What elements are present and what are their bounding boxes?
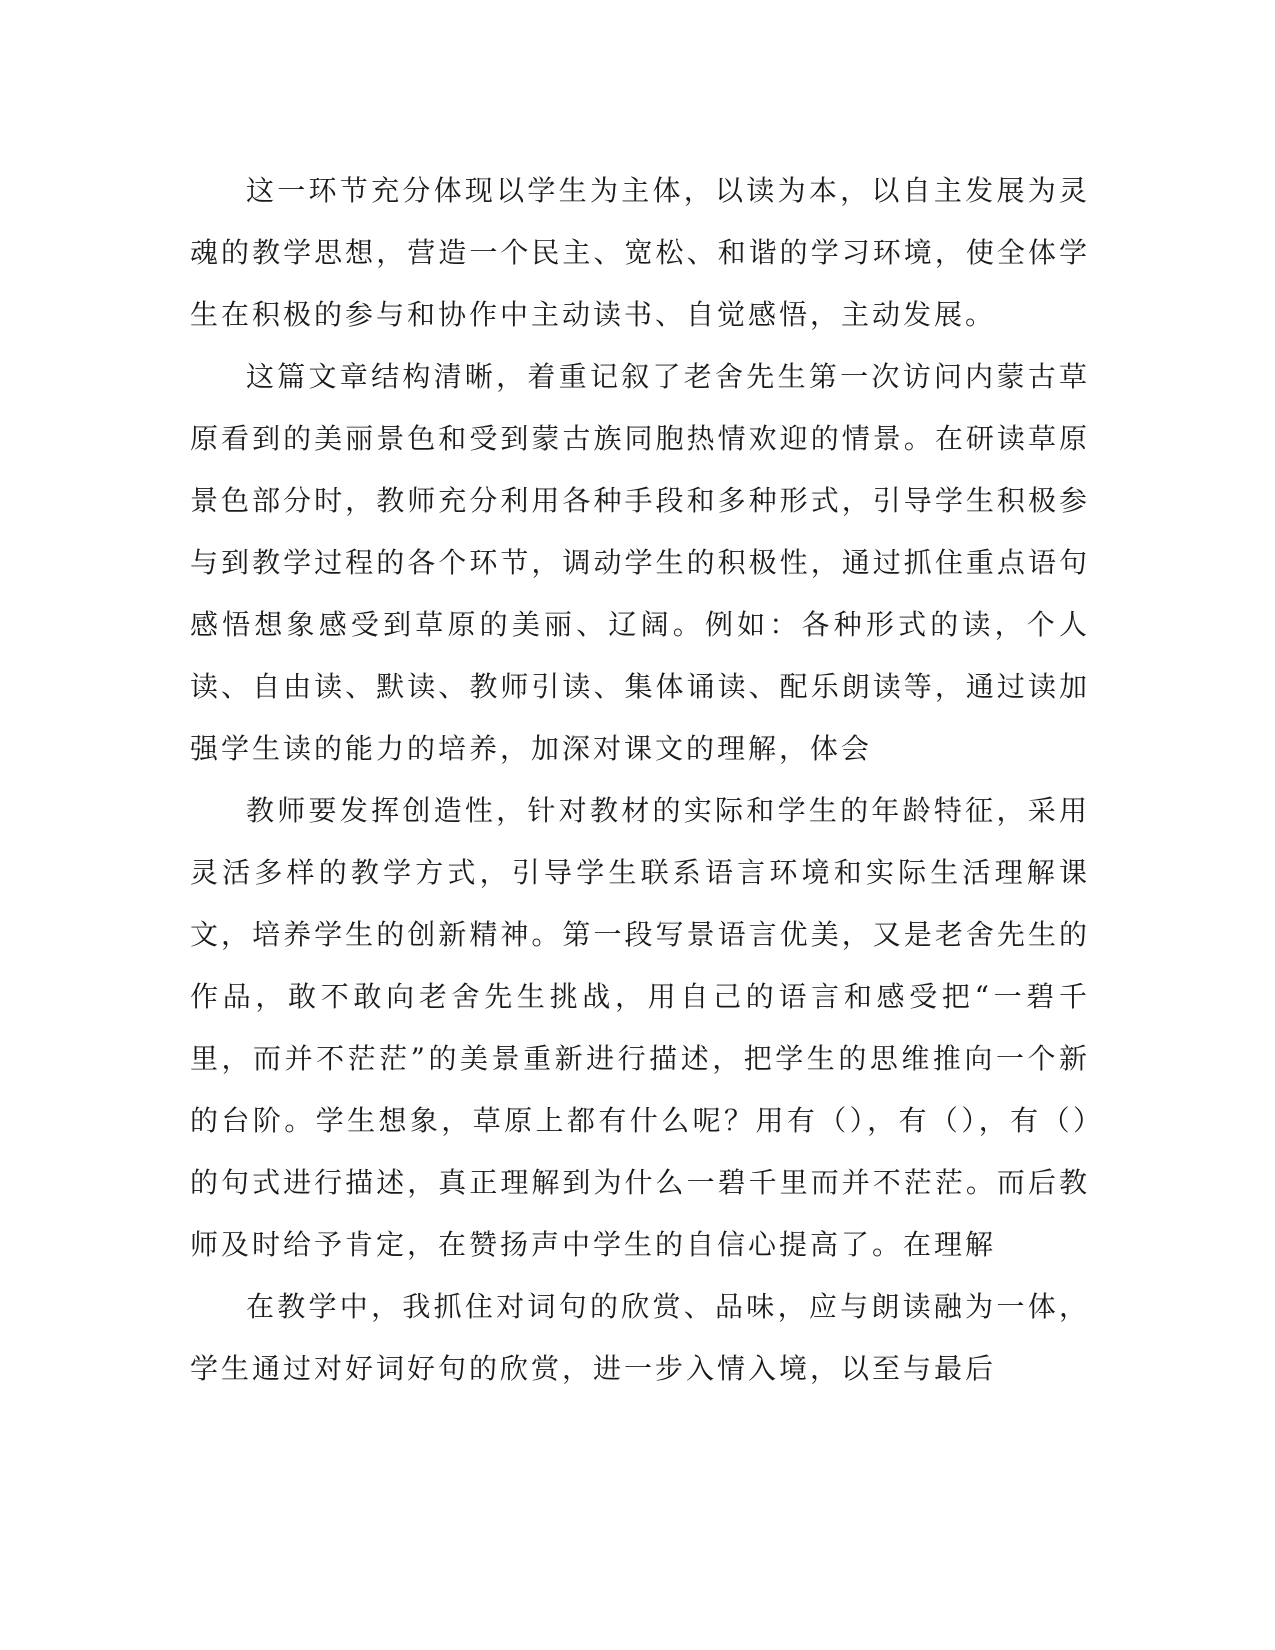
paragraph-3: 教师要发挥创造性，针对教材的实际和学生的年龄特征，采用灵活多样的教学方式，引导学生联系语言环境和实际生活理解课文，培养学生的创新精神。第一段写景语言优美，又是老舍先生的作品，敢不敢向老舍先生挑战，用自己的语言和感受把“一碧千里，而并不茫茫”的美景重新进行描述，把学生的思维推向一个新的台阶。学生想象，草原上都有什么呢？用有（），有（），有（）的句式进行描述，真正理解到为什么一碧千里而并不茫茫。而后教师及时给予肯定，在赞扬声中学生的自信心提高了。在理解 <box>190 794 1090 1261</box>
paragraph-4: 在教学中，我抓住对词句的欣赏、品味，应与朗读融为一体，学生通过对好词好句的欣赏，进一步入情入境，以至与最后 <box>190 1290 1090 1385</box>
paragraph-2: 这篇文章结构清晰，着重记叙了老舍先生第一次访问内蒙古草原看到的美丽景色和受到蒙古族同胞热情欢迎的情景。在研读草原景色部分时，教师充分利用各种手段和多种形式，引导学生积极参与到教学过程的各个环节，调动学生的积极性，通过抓住重点语句感悟想象感受到草原的美丽、辽阔。例如：各种形式的读，个人读、自由读、默读、教师引读、集体诵读、配乐朗读等，通过读加强学生读的能力的培养，加深对课文的理解，体会 <box>190 360 1090 765</box>
document-body <box>190 160 1090 1400</box>
paragraph-1: 这一环节充分体现以学生为主体，以读为本，以自主发展为灵魂的教学思想，营造一个民主、宽松、和谐的学习环境，使全体学生在积极的参与和协作中主动读书、自觉感悟，主动发展。 <box>190 174 1090 331</box>
